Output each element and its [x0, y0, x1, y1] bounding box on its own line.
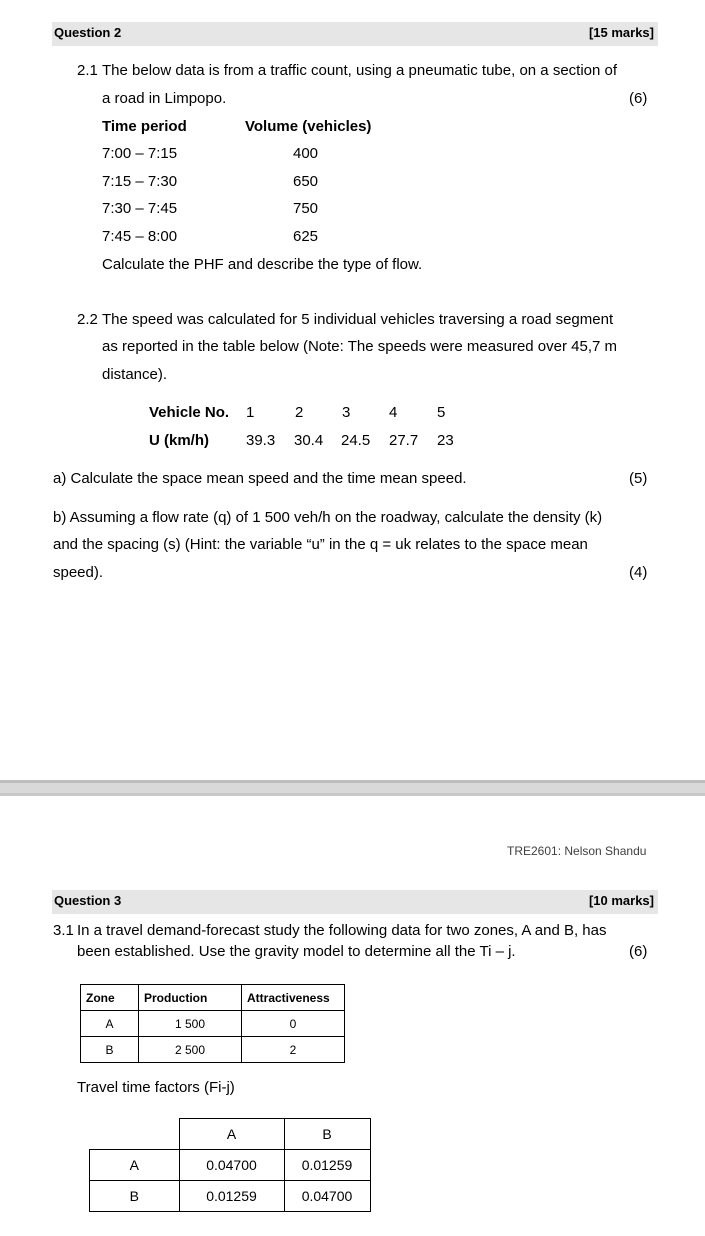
zone-cell: A	[81, 1011, 139, 1037]
q21-line2: a road in Limpopo.	[102, 90, 227, 107]
part-a-text: a) Calculate the space mean speed and the time mean speed.	[53, 470, 467, 487]
factor-cell: 0.04700	[284, 1181, 370, 1212]
vehicle-no-cell: 2	[295, 404, 304, 421]
speed-cell: 27.7	[389, 432, 419, 449]
q21-marks: (6)	[629, 90, 648, 107]
q31-line2: been established. Use the gravity model to determine all the Ti – j.	[77, 943, 516, 960]
vehicle-no-cell: 4	[389, 404, 398, 421]
part-b-marks: (4)	[629, 564, 648, 581]
volume-header: Volume (vehicles)	[245, 118, 372, 135]
col-b-header: B	[284, 1119, 370, 1150]
part-b-line2: and the spacing (s) (Hint: the variable “u” in the q = uk relates to the space mean	[53, 536, 588, 553]
q21-line1: The below data is from a traffic count, using a pneumatic tube, on a section of	[102, 62, 618, 79]
attractiveness-cell: 2	[242, 1037, 345, 1063]
speed-cell: 24.5	[341, 432, 371, 449]
time-cell: 7:00 – 7:15	[102, 145, 178, 162]
part-b-line1: b) Assuming a flow rate (q) of 1 500 veh/h on the roadway, calculate the density (k)	[53, 509, 603, 526]
vehicle-no-cell: 3	[342, 404, 351, 421]
question-3-title: Question 3	[54, 893, 122, 908]
question-3-header	[52, 890, 658, 914]
zone-table	[80, 984, 345, 1063]
question-3-marks: [10 marks]	[588, 893, 654, 908]
time-cell: 7:30 – 7:45	[102, 200, 178, 217]
question-2-marks: [15 marks]	[588, 25, 654, 40]
page-footer: TRE2601: Nelson Shandu	[507, 844, 647, 858]
attractiveness-cell: 0	[242, 1011, 345, 1037]
page-separator	[0, 780, 705, 796]
col-a-header: A	[179, 1119, 284, 1150]
table-row	[81, 1011, 345, 1037]
q31-line1: In a travel demand-forecast study the following data for two zones, A and B, has	[77, 922, 607, 939]
table-row	[81, 985, 345, 1011]
production-cell: 1 500	[139, 1011, 242, 1037]
row-label-cell: A	[90, 1150, 180, 1181]
q21-instruction: Calculate the PHF and describe the type of flow.	[102, 256, 423, 273]
volume-cell: 400	[293, 145, 319, 162]
time-cell: 7:45 – 8:00	[102, 228, 178, 245]
travel-time-table	[89, 1118, 371, 1212]
vehicle-no-cell: 5	[437, 404, 446, 421]
q22-line3: distance).	[102, 366, 168, 383]
speed-cell: 39.3	[246, 432, 276, 449]
zone-cell: B	[81, 1037, 139, 1063]
blank-cell	[90, 1119, 180, 1150]
q31-marks: (6)	[629, 943, 648, 960]
question-2-header	[52, 22, 658, 46]
row-label-cell: B	[90, 1181, 180, 1212]
factor-cell: 0.01259	[284, 1150, 370, 1181]
question-2-title: Question 2	[54, 25, 122, 40]
vehicle-no-label: Vehicle No.	[149, 404, 230, 421]
time-period-header: Time period	[102, 118, 187, 135]
table-row	[90, 1119, 371, 1150]
attractiveness-header: Attractiveness	[242, 985, 345, 1011]
table-row	[81, 1037, 345, 1063]
table-row	[90, 1181, 371, 1212]
speed-label: U (km/h)	[149, 432, 209, 449]
zone-header: Zone	[81, 985, 139, 1011]
volume-cell: 750	[293, 200, 319, 217]
time-cell: 7:15 – 7:30	[102, 173, 178, 190]
factor-cell: 0.04700	[179, 1150, 284, 1181]
q21-number: 2.1	[77, 62, 98, 79]
production-cell: 2 500	[139, 1037, 242, 1063]
speed-cell: 30.4	[294, 432, 324, 449]
volume-cell: 625	[293, 228, 319, 245]
q22-line2: as reported in the table below (Note: The speeds were measured over 45,7 m	[102, 338, 618, 355]
table-row	[90, 1150, 371, 1181]
part-b-line3: speed).	[53, 564, 104, 581]
factor-cell: 0.01259	[179, 1181, 284, 1212]
q22-line1: The speed was calculated for 5 individual vehicles traversing a road segment	[102, 311, 614, 328]
q31-number: 3.1	[53, 922, 74, 939]
speed-cell: 23	[437, 432, 454, 449]
q22-number: 2.2	[77, 311, 98, 328]
volume-cell: 650	[293, 173, 319, 190]
travel-time-label: Travel time factors (Fi-j)	[77, 1079, 235, 1096]
production-header: Production	[139, 985, 242, 1011]
vehicle-no-cell: 1	[246, 404, 255, 421]
part-a-marks: (5)	[629, 470, 648, 487]
